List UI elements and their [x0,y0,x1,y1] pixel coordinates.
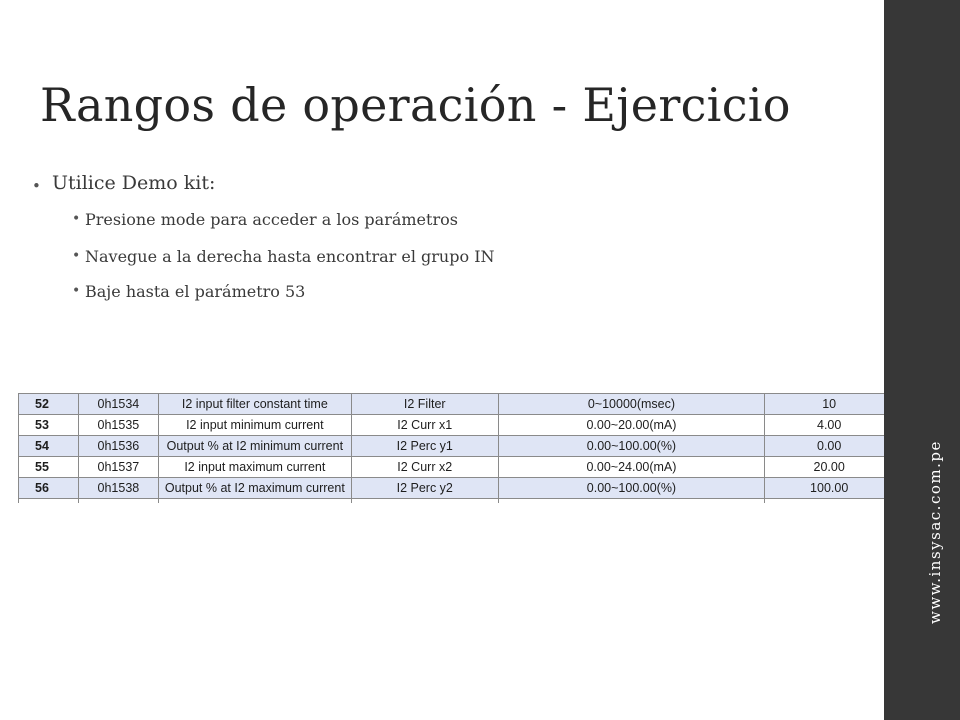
param-address: 0h1536 [78,436,158,457]
param-initial: 20.00 [765,457,894,478]
sub-bullet-dot-icon: • [72,283,81,299]
param-range: 0.00~100.00(%) [498,478,765,499]
table-cell-empty [498,499,765,504]
param-code: I2 Perc y2 [351,478,498,499]
parameter-table-image [18,393,960,511]
param-name: I2 input maximum current [158,457,351,478]
param-initial: 4.00 [765,415,894,436]
param-name: Output % at I2 maximum current [158,478,351,499]
table-row-cutoff [19,499,960,504]
table-row [19,436,960,457]
param-code: I2 Filter [351,394,498,415]
slide-title: Rangos de operación - Ejercicio [40,78,791,132]
table-cell-empty [765,499,894,504]
param-address: 0h1535 [78,415,158,436]
parameter-table [18,393,960,503]
param-range: 0.00~24.00(mA) [498,457,765,478]
param-code: I2 Curr x1 [351,415,498,436]
param-name: I2 input minimum current [158,415,351,436]
sub-bullet-text: Navegue a la derecha hasta encontrar el grupo IN [85,247,495,266]
sub-bullet-dot-icon: • [72,211,81,227]
param-initial: 100.00 [765,478,894,499]
sub-bullet-text: Presione mode para acceder a los parámetros [85,210,458,229]
param-name: I2 input filter constant time [158,394,351,415]
table-cell-empty [158,499,351,504]
bullet-main-text: Utilice Demo kit: [52,172,216,194]
param-name: Output % at I2 minimum current [158,436,351,457]
param-code: I2 Curr x2 [351,457,498,478]
table-row [19,478,960,499]
website-url: www.insysac.com.pe [926,440,944,624]
param-number: 56 [19,478,79,499]
side-bar [884,0,960,720]
sub-bullet-text: Baje hasta el parámetro 53 [85,282,306,301]
table-cell-empty [351,499,498,504]
table-row [19,457,960,478]
sub-bullet-dot-icon: • [72,248,81,264]
param-initial: 10 [765,394,894,415]
param-range: 0~10000(msec) [498,394,765,415]
table-cell-empty [19,499,79,504]
table-row [19,394,960,415]
table-cell-empty [78,499,158,504]
param-number: 52 [19,394,79,415]
param-code: I2 Perc y1 [351,436,498,457]
bullet-dot-icon: • [32,177,41,195]
param-initial: 0.00 [765,436,894,457]
param-range: 0.00~100.00(%) [498,436,765,457]
param-range: 0.00~20.00(mA) [498,415,765,436]
param-number: 55 [19,457,79,478]
param-address: 0h1537 [78,457,158,478]
param-address: 0h1538 [78,478,158,499]
param-number: 53 [19,415,79,436]
table-row [19,415,960,436]
param-number: 54 [19,436,79,457]
param-address: 0h1534 [78,394,158,415]
